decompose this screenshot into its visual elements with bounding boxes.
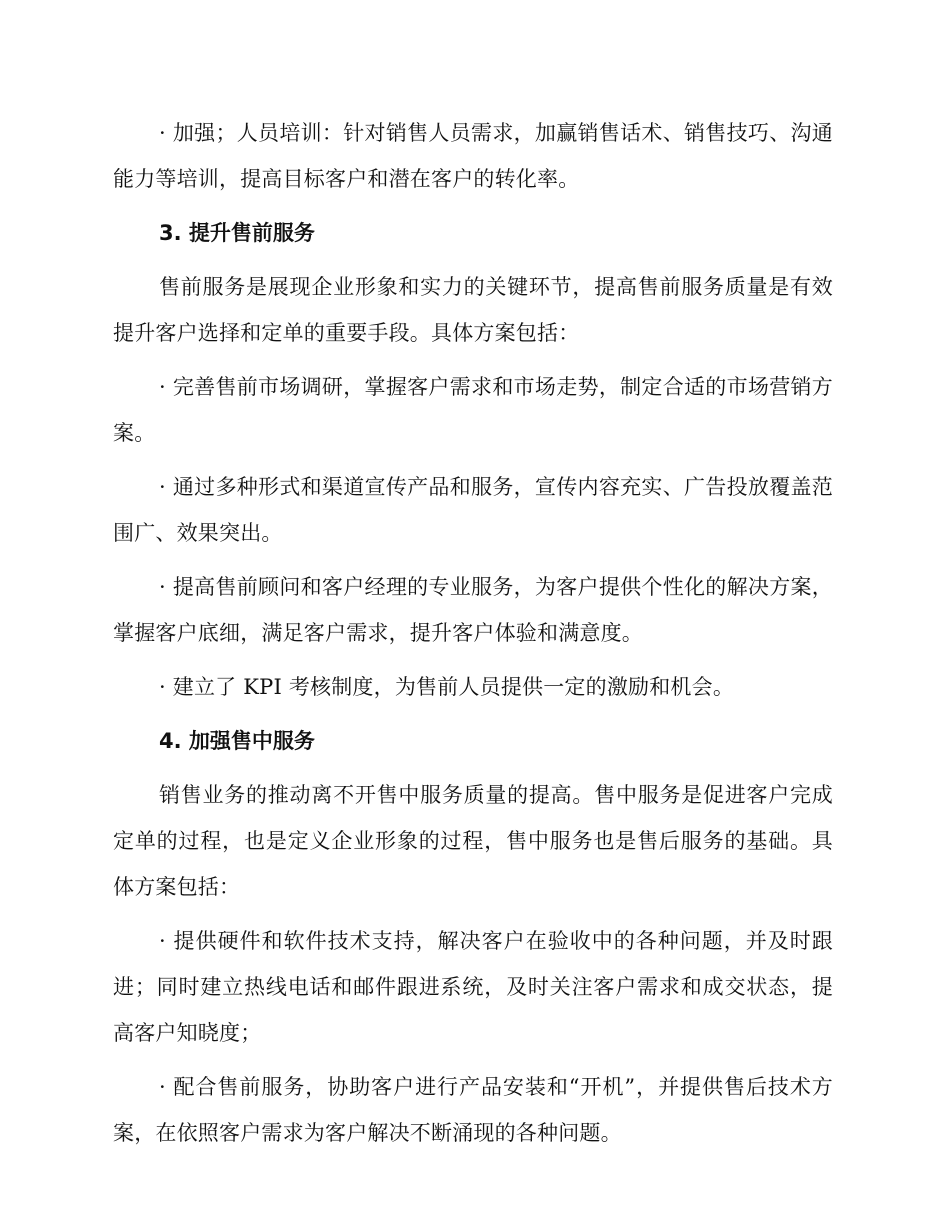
bullet-market-research: · 完善售前市场调研，掌握客户需求和市场走势，制定合适的市场营销方案。 bbox=[113, 375, 833, 445]
bullet-staff-training: · 加强；人员培训：针对销售人员需求，加赢销售话术、销售技巧、沟通能力等培训，提高目标客户和潜在客户的转化率。 bbox=[113, 121, 833, 191]
paragraph-in-sales-intro: 销售业务的推动离不开售中服务质量的提高。售中服务是促进客户完成定单的过程，也是定义企业形象的过程，售中服务也是售后服务的基础。具体方案包括： bbox=[113, 783, 833, 899]
bullet-technical-support: · 提供硬件和软件技术支持，解决客户在验收中的各种问题，并及时跟进；同时建立热线电话和邮件跟进系统，及时关注客户需求和成交状态，提高客户知晓度； bbox=[113, 929, 833, 1045]
bullet-installation-assistance: · 配合售前服务，协助客户进行产品安装和“开机”，并提供售后技术方案，在依照客户需求为客户解决不断涌现的各种问题。 bbox=[113, 1075, 833, 1145]
document-body bbox=[113, 110, 833, 1164]
paragraph-presales-intro: 售前服务是展现企业形象和实力的关键环节，提高售前服务质量是有效提升客户选择和定单的重要手段。具体方案包括： bbox=[113, 275, 833, 345]
bullet-presales-consultants: · 提高售前顾问和客户经理的专业服务，为客户提供个性化的解决方案，掌握客户底细，满足客户需求，提升客户体验和满意度。 bbox=[113, 575, 833, 645]
section-heading-in-sales: 4. 加强售中服务 bbox=[159, 729, 315, 753]
section-heading-presales: 3. 提升售前服务 bbox=[159, 221, 315, 245]
bullet-promotion-channels: · 通过多种形式和渠道宣传产品和服务，宣传内容充实、广告投放覆盖范围广、效果突出。 bbox=[113, 475, 833, 545]
bullet-kpi-system: · 建立了 KPI 考核制度，为售前人员提供一定的激励和机会。 bbox=[159, 675, 735, 699]
